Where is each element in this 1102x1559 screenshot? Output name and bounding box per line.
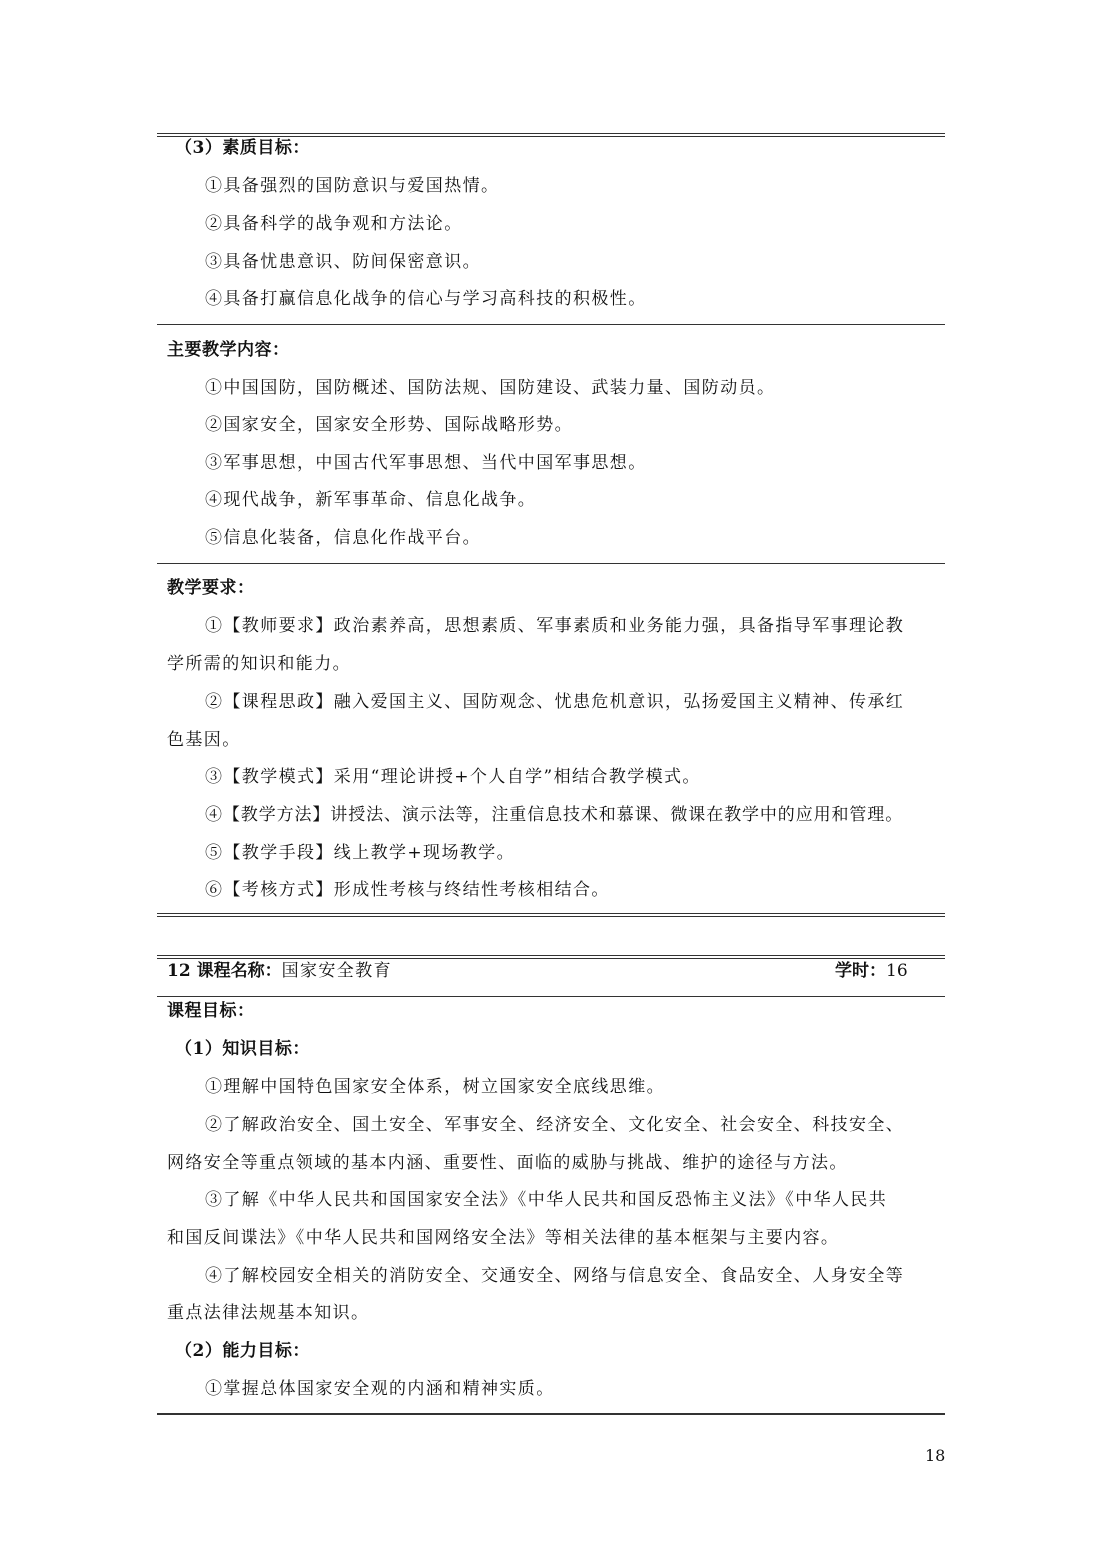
knowledge-line: 重点法律法规基本知识。 <box>167 1303 370 1323</box>
quality-item: ②具备科学的战争观和方法论。 <box>205 214 463 234</box>
page-number: 18 <box>925 1446 946 1465</box>
requirement-line: ③【教学模式】采用“理论讲授+个人自学”相结合教学模式。 <box>205 767 701 787</box>
quality-item: ①具备强烈的国防意识与爱国热情。 <box>205 176 500 196</box>
knowledge-line: ④了解校园安全相关的消防安全、交通安全、网络与信息安全、食品安全、人身安全等 <box>205 1266 905 1286</box>
knowledge-line: ②了解政治安全、国土安全、军事安全、经济安全、文化安全、社会安全、科技安全、 <box>205 1115 905 1135</box>
content-item: ④现代战争，新军事革命、信息化战争。 <box>205 490 537 510</box>
knowledge-line: ①理解中国特色国家安全体系，树立国家安全底线思维。 <box>205 1077 665 1097</box>
knowledge-line: ③了解《中华人民共和国国家安全法》《中华人民共和国反恐怖主义法》《中华人民共 <box>205 1190 888 1210</box>
table-bottom-rule <box>157 913 945 917</box>
hours-value: 16 <box>886 961 908 981</box>
table-bottom-rule <box>157 1413 945 1415</box>
course-name-row <box>167 959 392 983</box>
quality-item: ④具备打赢信息化战争的信心与学习高科技的积极性。 <box>205 289 647 309</box>
knowledge-goal-heading: （1）知识目标： <box>175 1039 310 1059</box>
knowledge-line: 网络安全等重点领域的基本内涵、重要性、面临的威胁与挑战、维护的途径与方法。 <box>167 1153 848 1173</box>
content-heading: 主要教学内容： <box>167 340 290 360</box>
requirement-line: ②【课程思政】融入爱国主义、国防观念、忧患危机意识，弘扬爱国主义精神、传承红 <box>205 692 905 712</box>
requirement-line: ⑤【教学手段】线上教学+现场教学。 <box>205 843 516 863</box>
requirements-heading: 教学要求： <box>167 578 255 598</box>
requirement-line: ④【教学方法】讲授法、演示法等，注重信息技术和慕课、微课在教学中的应用和管理。 <box>205 805 904 825</box>
ability-item: ①掌握总体国家安全观的内涵和精神实质。 <box>205 1379 555 1399</box>
knowledge-line: 和国反间谍法》《中华人民共和国网络安全法》等相关法律的基本框架与主要内容。 <box>167 1228 840 1248</box>
requirement-line: 学所需的知识和能力。 <box>167 654 351 674</box>
row-divider <box>157 996 945 997</box>
content-item: ⑤信息化装备，信息化作战平台。 <box>205 528 481 548</box>
row-divider <box>157 324 945 325</box>
quality-item: ③具备忧患意识、防间保密意识。 <box>205 252 481 272</box>
course-hours <box>835 959 908 983</box>
course-name-value: 国家安全教育 <box>281 961 392 981</box>
hours-label: 学时： <box>835 961 886 981</box>
quality-goal-heading: （3）素质目标： <box>175 138 310 158</box>
course-name-label: 12 课程名称： <box>167 961 282 981</box>
content-item: ②国家安全，国家安全形势、国际战略形势。 <box>205 415 573 435</box>
requirement-line: ①【教师要求】政治素养高，思想素质、军事素质和业务能力强，具备指导军事理论教 <box>205 616 905 636</box>
course-goal-heading: 课程目标： <box>167 1001 255 1021</box>
ability-goal-heading: （2）能力目标： <box>175 1341 310 1361</box>
content-item: ③军事思想，中国古代军事思想、当代中国军事思想。 <box>205 453 647 473</box>
requirement-line: 色基因。 <box>167 730 241 750</box>
requirement-line: ⑥【考核方式】形成性考核与终结性考核相结合。 <box>205 880 610 900</box>
row-divider <box>157 563 945 564</box>
content-item: ①中国国防，国防概述、国防法规、国防建设、武装力量、国防动员。 <box>205 378 776 398</box>
